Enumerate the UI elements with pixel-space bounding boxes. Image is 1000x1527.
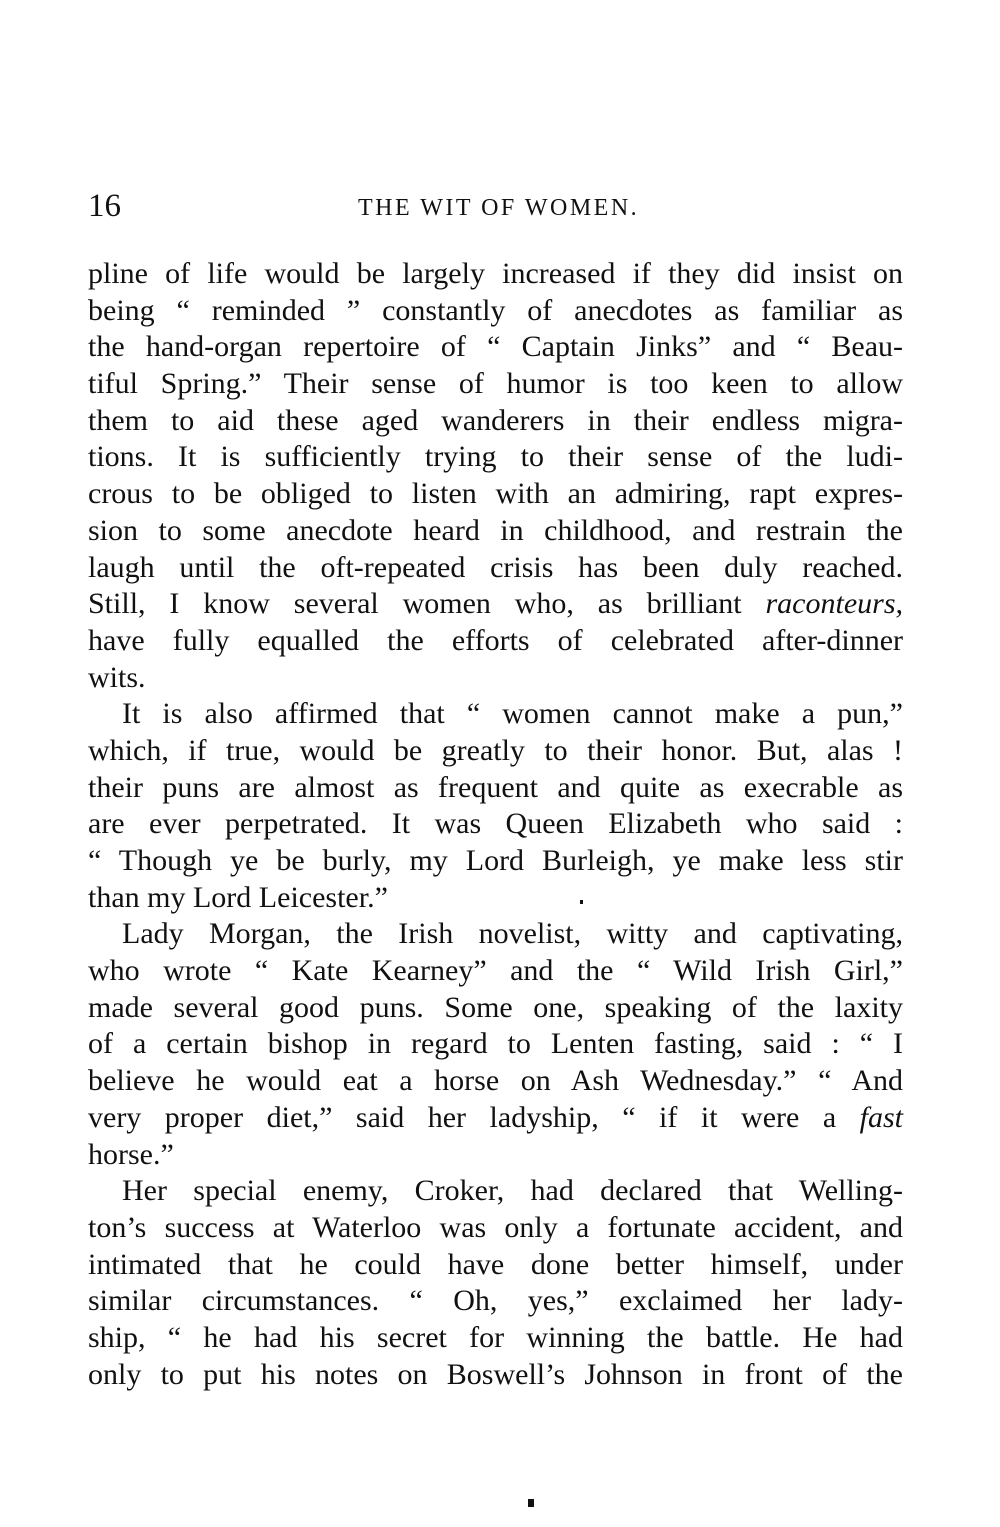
text-line: “ Though ye be burly, my Lord Burleigh, ye make less stir bbox=[88, 844, 903, 877]
text-line: which, if true, would be greatly to their honor. But, alas ! bbox=[88, 733, 903, 767]
text-line: ship, “ he had his secret for winning the battle. He had bbox=[88, 1320, 903, 1354]
text-line: pline of life would be largely increased if they did insist on bbox=[88, 257, 903, 290]
text-line: than my Lord Leicester.” bbox=[88, 880, 388, 914]
text-line: believe he would eat a horse on Ash Wednesday.” “ And bbox=[88, 1064, 903, 1098]
text-line: laugh until the oft-repeated crisis has been duly reached. bbox=[88, 550, 903, 584]
text-line: similar circumstances. “ Oh, yes,” exclaimed her lady- bbox=[88, 1284, 903, 1318]
print-speck bbox=[528, 1499, 534, 1507]
text-line: made several good puns. Some one, speaking of the laxity bbox=[88, 990, 903, 1024]
text-line: Lady Morgan, the Irish novelist, witty and captivating, bbox=[122, 917, 903, 951]
text-line: have fully equalled the efforts of celebrated after-dinner bbox=[88, 623, 903, 657]
text-line: sion to some anecdote heard in childhood, and restrain the bbox=[88, 513, 903, 547]
text-line: are ever perpetrated. It was Queen Elizabeth who said : bbox=[88, 807, 903, 841]
text-line: wits. bbox=[88, 660, 146, 694]
print-speck bbox=[580, 900, 583, 904]
italic-word: fast bbox=[859, 1100, 903, 1134]
text-line: ton’s success at Waterloo was only a fortunate accident, and bbox=[88, 1210, 903, 1244]
text-line: of a certain bishop in regard to Lenten fasting, said : “ I bbox=[88, 1027, 903, 1061]
text-line: horse.” bbox=[88, 1137, 174, 1171]
italic-word: raconteurs, bbox=[765, 587, 903, 621]
page-number: 16 bbox=[88, 188, 121, 224]
body-text bbox=[88, 256, 903, 1393]
text-line: them to aid these aged wanderers in their endless migra- bbox=[88, 403, 903, 437]
text-line: tiful Spring.” Their sense of humor is too keen to allow bbox=[88, 367, 903, 401]
running-title: THE WIT OF WOMEN. bbox=[358, 195, 640, 221]
text-line: the hand-organ repertoire of “ Captain Jinks” and “ Beau- bbox=[88, 330, 903, 364]
text-line: only to put his notes on Boswell’s Johnson in front of the bbox=[88, 1357, 903, 1391]
text-line: crous to be obliged to listen with an admiring, rapt expres- bbox=[88, 477, 903, 511]
text-line: It is also affirmed that “ women cannot make a pun,” bbox=[122, 697, 903, 731]
text-line: intimated that he could have done better himself, under bbox=[88, 1247, 903, 1281]
text-line: who wrote “ Kate Kearney” and the “ Wild Irish Girl,” bbox=[88, 954, 903, 988]
text-line: being “ reminded ” constantly of anecdotes as familiar as bbox=[88, 293, 903, 327]
text-line: tions. It is sufficiently trying to their sense of the ludi- bbox=[88, 440, 903, 474]
text-line: Her special enemy, Croker, had declared that Welling- bbox=[122, 1174, 903, 1208]
text-line: Still, I know several women who, as brilliant raconteurs, bbox=[88, 587, 903, 621]
text-line: very proper diet,” said her ladyship, “ if it were a fast bbox=[88, 1100, 903, 1134]
text-line: their puns are almost as frequent and quite as execrable as bbox=[88, 770, 903, 804]
